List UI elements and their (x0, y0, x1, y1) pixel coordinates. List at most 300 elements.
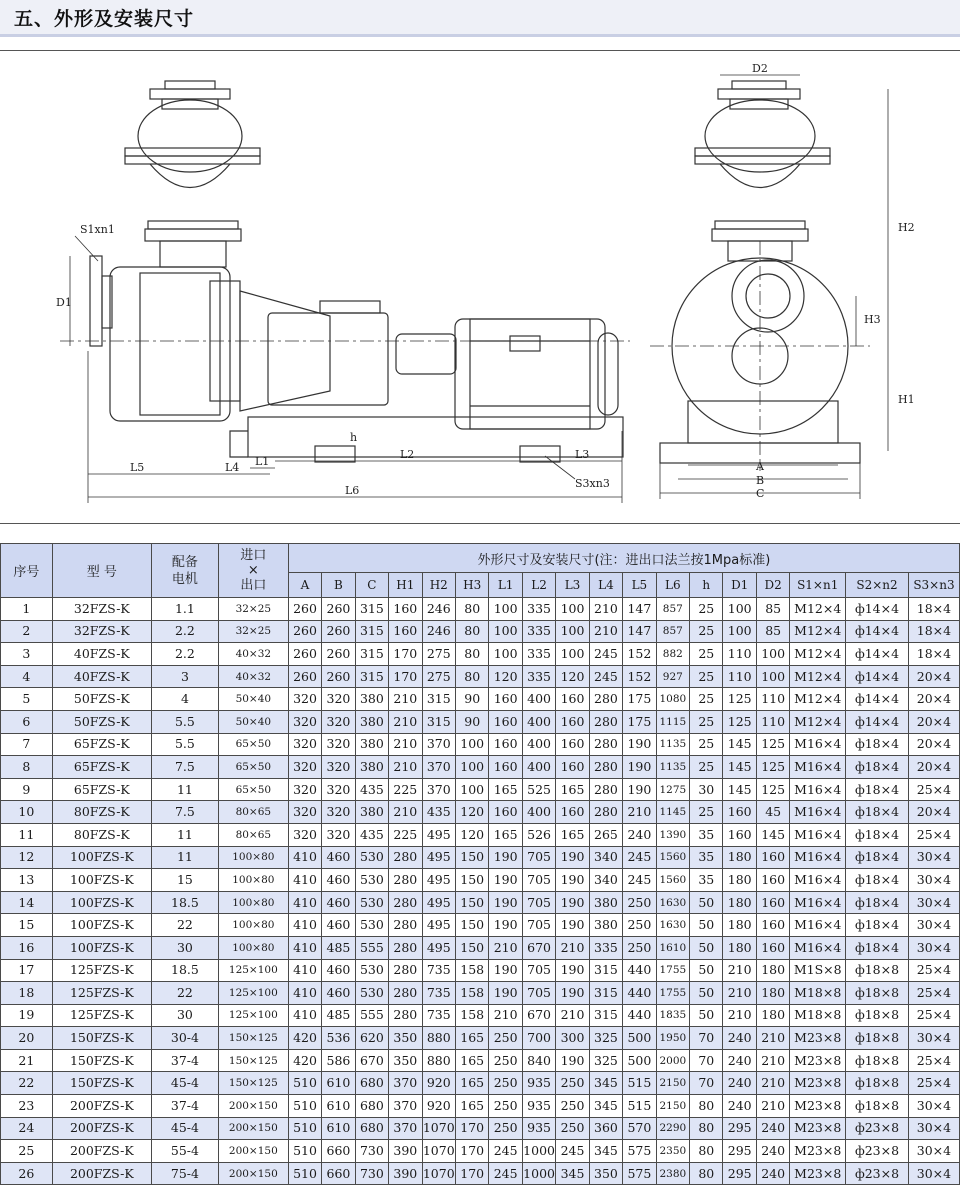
table-cell: 435 (355, 778, 388, 801)
table-cell: 320 (288, 733, 321, 756)
table-cell: 80 (690, 1117, 723, 1140)
table-cell: 370 (389, 1072, 422, 1095)
table-cell: 19 (1, 1004, 53, 1027)
table-row (1, 620, 960, 643)
table-cell: M16×4 (790, 778, 846, 801)
table-cell: 1390 (656, 823, 689, 846)
table-cell: 160 (389, 598, 422, 621)
table-cell: 315 (355, 598, 388, 621)
table-cell: 30×4 (908, 1140, 959, 1163)
col-header-dim: L1 (489, 573, 522, 598)
table-cell: 240 (623, 823, 656, 846)
table-cell: M12×4 (790, 710, 846, 733)
table-cell: 210 (389, 801, 422, 824)
table-row (1, 1004, 960, 1027)
table-cell: 360 (589, 1117, 622, 1140)
table-cell: 210 (489, 1004, 522, 1027)
table-cell: 200FZS-K (52, 1095, 151, 1118)
table-cell: 920 (422, 1095, 455, 1118)
table-cell: 20×4 (908, 665, 959, 688)
table-cell: 530 (355, 846, 388, 869)
table-cell: 240 (756, 1117, 789, 1140)
table-cell: 200×150 (218, 1162, 288, 1185)
table-cell: 295 (723, 1117, 756, 1140)
table-cell: 25×4 (908, 1004, 959, 1027)
table-cell: 920 (422, 1072, 455, 1095)
table-cell: 320 (322, 733, 355, 756)
table-cell: 125 (756, 778, 789, 801)
table-cell: 335 (522, 620, 555, 643)
table-cell: 245 (589, 665, 622, 688)
table-cell: 680 (355, 1072, 388, 1095)
table-cell: 125 (756, 756, 789, 779)
table-cell: 100FZS-K (52, 891, 151, 914)
table-cell: 22 (1, 1072, 53, 1095)
table-cell: 23 (1, 1095, 53, 1118)
table-cell: 420 (288, 1027, 321, 1050)
col-header-dim: H2 (422, 573, 455, 598)
table-cell: 100FZS-K (52, 869, 151, 892)
table-cell: 440 (623, 959, 656, 982)
table-cell: 610 (322, 1117, 355, 1140)
table-cell: 20×4 (908, 688, 959, 711)
table-cell: 245 (623, 869, 656, 892)
table-cell: 125 (723, 688, 756, 711)
table-cell: 320 (288, 823, 321, 846)
col-header-dim: S2×n2 (846, 573, 909, 598)
table-cell: 20×4 (908, 733, 959, 756)
table-cell: 380 (355, 733, 388, 756)
table-cell: 380 (355, 801, 388, 824)
table-cell: 280 (389, 1004, 422, 1027)
table-cell: 180 (723, 936, 756, 959)
table-cell: 370 (422, 733, 455, 756)
col-header-dim: L4 (589, 573, 622, 598)
table-cell: 320 (288, 710, 321, 733)
table-cell: 320 (322, 778, 355, 801)
table-cell: ф18×4 (846, 778, 909, 801)
table-cell: 100FZS-K (52, 914, 151, 937)
table-cell: M23×8 (790, 1140, 846, 1163)
table-cell: 180 (723, 846, 756, 869)
table-cell: ф14×4 (846, 643, 909, 666)
table-cell: 240 (723, 1049, 756, 1072)
table-cell: 65×50 (218, 756, 288, 779)
table-cell: 240 (723, 1027, 756, 1050)
col-header-dim: C (355, 573, 388, 598)
table-row (1, 756, 960, 779)
table-cell: 190 (556, 982, 589, 1005)
table-cell: 300 (556, 1027, 589, 1050)
table-cell: 210 (389, 710, 422, 733)
table-cell: ф14×4 (846, 710, 909, 733)
table-cell: 45 (756, 801, 789, 824)
table-row (1, 914, 960, 937)
table-cell: 280 (589, 801, 622, 824)
table-cell: 280 (389, 891, 422, 914)
table-cell: 100 (723, 620, 756, 643)
table-cell: 100 (556, 643, 589, 666)
table-cell: 280 (589, 688, 622, 711)
table-cell: 100 (756, 643, 789, 666)
table-cell: 100 (756, 665, 789, 688)
table-cell: ф18×8 (846, 1004, 909, 1027)
table-cell: 670 (522, 1004, 555, 1027)
label-c: C (756, 487, 765, 500)
table-cell: 158 (455, 959, 488, 982)
table-cell: 320 (288, 688, 321, 711)
table-cell: 1950 (656, 1027, 689, 1050)
table-cell: 40FZS-K (52, 665, 151, 688)
table-cell: 1.1 (152, 598, 219, 621)
table-cell: 525 (522, 778, 555, 801)
table-cell: 145 (723, 733, 756, 756)
pump-dimension-drawing (0, 50, 960, 524)
table-cell: 400 (522, 710, 555, 733)
table-cell: 370 (422, 756, 455, 779)
table-cell: 280 (389, 846, 422, 869)
table-cell: 90 (455, 688, 488, 711)
table-cell: 370 (422, 778, 455, 801)
table-cell: 315 (355, 643, 388, 666)
table-cell: 2380 (656, 1162, 689, 1185)
table-cell: 6 (1, 710, 53, 733)
table-cell: 250 (623, 891, 656, 914)
table-cell: 350 (589, 1162, 622, 1185)
table-cell: 280 (589, 733, 622, 756)
table-cell: 170 (389, 643, 422, 666)
table-cell: M12×4 (790, 665, 846, 688)
table-cell: 857 (656, 620, 689, 643)
table-cell: 190 (489, 914, 522, 937)
table-cell: 857 (656, 598, 689, 621)
label-d1: D1 (56, 296, 72, 309)
col-header-motor: 配备 电机 (152, 544, 219, 598)
table-cell: 610 (322, 1072, 355, 1095)
table-cell: 165 (556, 778, 589, 801)
table-cell: 325 (589, 1027, 622, 1050)
table-cell: 325 (589, 1049, 622, 1072)
table-row (1, 643, 960, 666)
table-cell: 320 (322, 688, 355, 711)
table-cell: 32FZS-K (52, 598, 151, 621)
table-cell: 440 (623, 1004, 656, 1027)
table-cell: 260 (322, 620, 355, 643)
table-cell: 320 (322, 710, 355, 733)
table-cell: 190 (556, 1049, 589, 1072)
table-cell: 335 (522, 643, 555, 666)
table-row (1, 598, 960, 621)
table-row (1, 869, 960, 892)
table-cell: 510 (288, 1117, 321, 1140)
table-cell: 7.5 (152, 756, 219, 779)
table-cell: 280 (389, 914, 422, 937)
label-h2: H2 (898, 221, 915, 234)
table-cell: 280 (389, 959, 422, 982)
table-row (1, 1162, 960, 1185)
table-cell: 145 (756, 823, 789, 846)
table-cell: 70 (690, 1072, 723, 1095)
table-cell: 1630 (656, 891, 689, 914)
table-cell: 158 (455, 1004, 488, 1027)
table-cell: 510 (288, 1095, 321, 1118)
table-cell: 345 (589, 1072, 622, 1095)
table-cell: 125×100 (218, 959, 288, 982)
table-cell: 370 (389, 1095, 422, 1118)
table-cell: 11 (152, 778, 219, 801)
table-cell: 250 (489, 1117, 522, 1140)
table-cell: 240 (723, 1072, 756, 1095)
table-cell: 100×80 (218, 914, 288, 937)
col-header-dim: h (690, 573, 723, 598)
table-cell: M16×4 (790, 801, 846, 824)
table-cell: 1070 (422, 1140, 455, 1163)
table-cell: 25×4 (908, 1072, 959, 1095)
table-cell: 50 (690, 982, 723, 1005)
table-cell: 510 (288, 1072, 321, 1095)
table-cell: 705 (522, 959, 555, 982)
table-cell: ф18×4 (846, 914, 909, 937)
table-cell: 190 (623, 733, 656, 756)
col-header-dim: S3×n3 (908, 573, 959, 598)
table-cell: 530 (355, 891, 388, 914)
table-cell: 315 (422, 710, 455, 733)
table-cell: 30×4 (908, 1095, 959, 1118)
table-cell: 100 (556, 620, 589, 643)
table-cell: 25×4 (908, 823, 959, 846)
table-cell: 210 (756, 1072, 789, 1095)
table-cell: 210 (389, 756, 422, 779)
label-l2: L2 (400, 448, 415, 461)
table-cell: 180 (756, 959, 789, 982)
table-cell: ф23×8 (846, 1162, 909, 1185)
table-cell: 335 (522, 598, 555, 621)
table-cell: 280 (589, 778, 622, 801)
table-cell: 735 (422, 982, 455, 1005)
table-cell: 50 (690, 914, 723, 937)
table-cell: 265 (589, 823, 622, 846)
table-row (1, 1072, 960, 1095)
table-cell: ф18×4 (846, 801, 909, 824)
table-cell: 410 (288, 914, 321, 937)
table-cell: 11 (152, 823, 219, 846)
table-cell: 1610 (656, 936, 689, 959)
table-cell: 30×4 (908, 891, 959, 914)
table-cell: 345 (589, 1140, 622, 1163)
table-cell: 410 (288, 1004, 321, 1027)
table-cell: 345 (556, 1162, 589, 1185)
table-row (1, 1140, 960, 1163)
table-cell: M12×4 (790, 598, 846, 621)
table-cell: 165 (455, 1027, 488, 1050)
table-cell: ф14×4 (846, 665, 909, 688)
table-cell: 1755 (656, 959, 689, 982)
table-cell: 160 (556, 801, 589, 824)
table-cell: 35 (690, 823, 723, 846)
table-cell: 3 (1, 643, 53, 666)
table-cell: 190 (623, 778, 656, 801)
table-cell: ф14×4 (846, 598, 909, 621)
table-cell: 335 (522, 665, 555, 688)
table-cell: 260 (322, 665, 355, 688)
table-cell: 150×125 (218, 1072, 288, 1095)
table-cell: 22 (152, 914, 219, 937)
table-cell: 100 (455, 778, 488, 801)
table-cell: 147 (623, 620, 656, 643)
table-cell: 25 (690, 710, 723, 733)
table-cell: 35 (690, 846, 723, 869)
col-header-group: 外形尺寸及安装尺寸(注：进出口法兰按1Mpa标准) (288, 544, 959, 573)
table-cell: ф18×4 (846, 869, 909, 892)
table-cell: 125×100 (218, 1004, 288, 1027)
table-cell: 370 (389, 1117, 422, 1140)
table-cell: 495 (422, 914, 455, 937)
drawing-svg (0, 51, 960, 523)
table-row (1, 1049, 960, 1072)
table-row (1, 891, 960, 914)
table-cell: 147 (623, 598, 656, 621)
label-s1n1: S1xn1 (80, 223, 115, 236)
table-cell: 26 (1, 1162, 53, 1185)
table-cell: 440 (623, 982, 656, 1005)
table-cell: 1755 (656, 982, 689, 1005)
table-cell: 160 (489, 801, 522, 824)
table-cell: M16×4 (790, 756, 846, 779)
table-cell: 100 (455, 756, 488, 779)
table-cell: 320 (288, 801, 321, 824)
table-cell: 1275 (656, 778, 689, 801)
col-header-dim: D1 (723, 573, 756, 598)
table-cell: 7 (1, 733, 53, 756)
table-cell: 380 (589, 891, 622, 914)
table-cell: 250 (489, 1027, 522, 1050)
table-cell: 145 (723, 778, 756, 801)
table-cell: 100×80 (218, 846, 288, 869)
table-cell: 18×4 (908, 598, 959, 621)
col-header-dim: D2 (756, 573, 789, 598)
table-cell: 100 (556, 598, 589, 621)
table-cell: 160 (489, 733, 522, 756)
table-cell: 160 (723, 801, 756, 824)
table-cell: 30×4 (908, 1027, 959, 1050)
table-cell: 700 (522, 1027, 555, 1050)
table-cell: 315 (589, 1004, 622, 1027)
table-cell: 345 (589, 1095, 622, 1118)
table-cell: 120 (556, 665, 589, 688)
table-cell: 10 (1, 801, 53, 824)
table-row (1, 733, 960, 756)
table-cell: 80 (455, 643, 488, 666)
table-cell: 1070 (422, 1117, 455, 1140)
table-cell: M18×8 (790, 1004, 846, 1027)
table-cell: 21 (1, 1049, 53, 1072)
table-cell: 165 (455, 1049, 488, 1072)
table-cell: 125FZS-K (52, 959, 151, 982)
table-cell: 32×25 (218, 620, 288, 643)
table-cell: 17 (1, 959, 53, 982)
table-cell: ф18×8 (846, 959, 909, 982)
table-cell: 245 (556, 1140, 589, 1163)
table-cell: 37-4 (152, 1049, 219, 1072)
table-cell: 927 (656, 665, 689, 688)
table-cell: 150FZS-K (52, 1027, 151, 1050)
table-cell: 5.5 (152, 710, 219, 733)
table-cell: 25 (690, 598, 723, 621)
table-cell: 160 (556, 710, 589, 733)
table-cell: 400 (522, 733, 555, 756)
table-cell: 75-4 (152, 1162, 219, 1185)
table-cell: 50 (690, 891, 723, 914)
label-a: A (756, 460, 764, 473)
table-cell: 620 (355, 1027, 388, 1050)
table-cell: 120 (455, 801, 488, 824)
table-cell: 12 (1, 846, 53, 869)
table-cell: 190 (556, 869, 589, 892)
table-cell: 882 (656, 643, 689, 666)
table-cell: 515 (623, 1072, 656, 1095)
label-l5: L5 (130, 461, 145, 474)
table-cell: 20×4 (908, 710, 959, 733)
table-cell: 460 (322, 959, 355, 982)
table-cell: 22 (152, 982, 219, 1005)
table-cell: 160 (489, 710, 522, 733)
col-header-dim: L3 (556, 573, 589, 598)
table-cell: 240 (756, 1140, 789, 1163)
table-cell: 536 (322, 1027, 355, 1050)
table-cell: 125×100 (218, 982, 288, 1005)
table-cell: M1S×8 (790, 959, 846, 982)
table-cell: 705 (522, 846, 555, 869)
table-cell: 730 (355, 1140, 388, 1163)
table-cell: 65FZS-K (52, 733, 151, 756)
table-cell: 460 (322, 891, 355, 914)
table-cell: 435 (355, 823, 388, 846)
col-header-dim: L5 (623, 573, 656, 598)
col-header-dim: L2 (522, 573, 555, 598)
table-cell: M16×4 (790, 846, 846, 869)
table-cell: 575 (623, 1140, 656, 1163)
col-header-inlet-outlet: 进口 × 出口 (218, 544, 288, 598)
table-cell: 125 (723, 710, 756, 733)
table-cell: 530 (355, 914, 388, 937)
table-cell: 250 (556, 1095, 589, 1118)
table-cell: 165 (556, 823, 589, 846)
table-cell: 180 (723, 914, 756, 937)
table-cell: 20×4 (908, 801, 959, 824)
table-cell: 20 (1, 1027, 53, 1050)
table-cell: 315 (422, 688, 455, 711)
table-cell: 25 (690, 756, 723, 779)
table-cell: 9 (1, 778, 53, 801)
table-cell: 25×4 (908, 982, 959, 1005)
section-header (0, 0, 960, 37)
table-row (1, 982, 960, 1005)
table-cell: 225 (389, 778, 422, 801)
col-header-dim: A (288, 573, 321, 598)
table-cell: 160 (556, 733, 589, 756)
table-cell: 1145 (656, 801, 689, 824)
table-cell: 25×4 (908, 959, 959, 982)
table-cell: M16×4 (790, 869, 846, 892)
table-cell: 65×50 (218, 733, 288, 756)
table-cell: 935 (522, 1072, 555, 1095)
table-cell: ф18×4 (846, 756, 909, 779)
table-row (1, 823, 960, 846)
table-cell: 410 (288, 959, 321, 982)
table-cell: 340 (589, 846, 622, 869)
table-cell: 150FZS-K (52, 1049, 151, 1072)
table-cell: 40×32 (218, 643, 288, 666)
